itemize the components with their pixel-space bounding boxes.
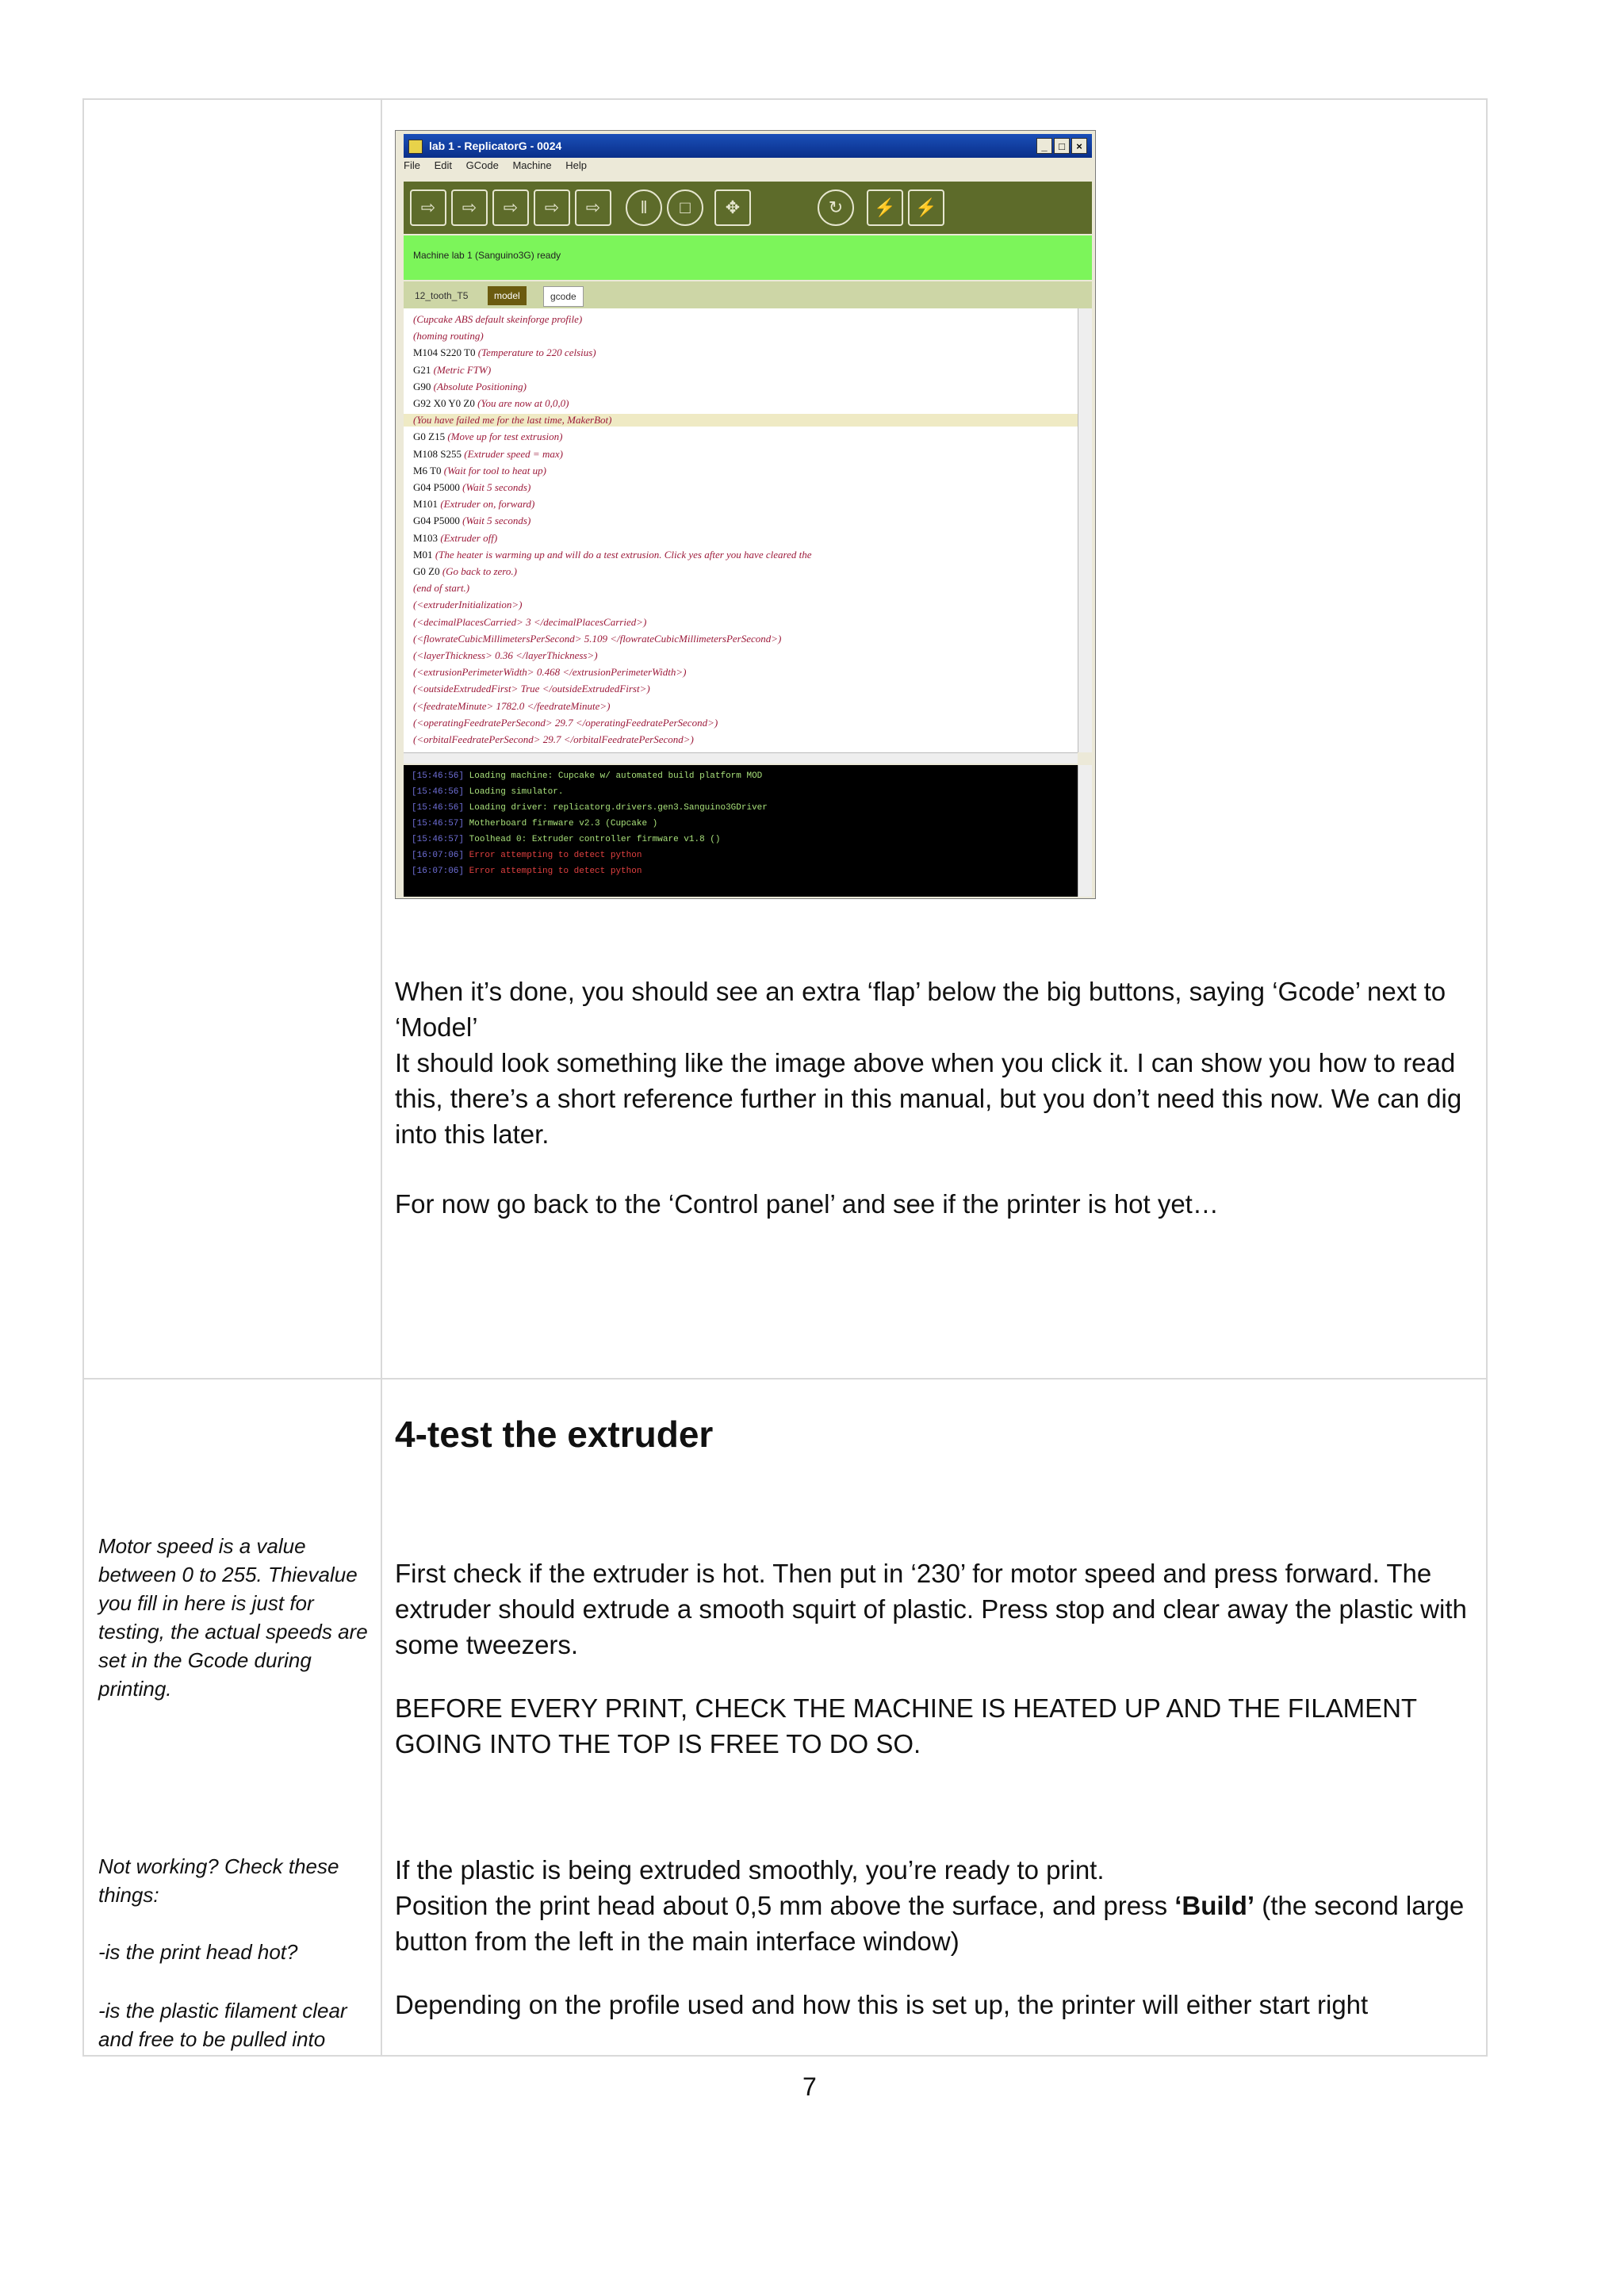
- gcode-comment: (Absolute Positioning): [433, 380, 527, 392]
- paragraph-read-gcode: It should look something like the image above when you click it. I can show you how to read this, there’s a short reference further in this manual, but you don’t need this now. We can dig into this later.: [395, 1048, 1462, 1149]
- paragraph-build-instructions: [395, 1888, 1481, 1959]
- gcode-comment: (Extruder off): [440, 531, 498, 544]
- gcode-line: [413, 582, 469, 595]
- gcode-line: [413, 616, 646, 629]
- console-scrollbar: [1078, 765, 1092, 897]
- gcode-line: [413, 397, 569, 410]
- gcode-command: M01: [413, 548, 435, 561]
- console-line: [412, 771, 762, 781]
- gcode-command: G92 X0 Y0 Z0: [413, 397, 478, 409]
- control-panel-icon: ✥: [714, 189, 751, 226]
- console-message: Error attempting to detect python: [469, 851, 642, 860]
- console-timestamp: [15:46:57]: [412, 819, 469, 828]
- menu-gcode: GCode: [465, 159, 499, 171]
- minimize-button: _: [1036, 138, 1052, 154]
- build-text-end: (the second large button from the left in the main interface window): [395, 1891, 1465, 1956]
- console-output: [404, 765, 1078, 897]
- gcode-comment: (Wait for tool to heat up): [443, 464, 546, 476]
- gcode-line: [413, 346, 596, 359]
- gcode-command: G04 P5000: [413, 481, 463, 493]
- row-divider: [84, 1378, 1486, 1380]
- console-timestamp: [15:46:57]: [412, 835, 469, 844]
- margin-note-title: Not working? Check these things:: [98, 1854, 339, 1907]
- gcode-comment: (Temperature to 220 celsius): [477, 346, 596, 359]
- console-message: Loading simulator.: [469, 787, 564, 797]
- console-message: Motherboard firmware v2.3 (Cupcake ): [469, 819, 658, 828]
- gcode-command: G90: [413, 380, 434, 392]
- paragraph-gcode-flap: When it’s done, you should see an extra ‘flap’ below the big buttons, saying ‘Gcode’ next to ‘Model’: [395, 977, 1446, 1042]
- gcode-line: [413, 717, 718, 729]
- reset-icon: ↻: [818, 189, 854, 226]
- gcode-command: M108 S255: [413, 447, 465, 460]
- connect-icon: ⚡: [908, 189, 944, 226]
- paragraph-check-extruder: First check if the extruder is hot. Then put in ‘230’ for motor speed and press forward. The extruder should extrude a smooth squirt of plastic. Press stop and clear away the plastic with some tweezers.: [395, 1559, 1467, 1659]
- maximize-button: □: [1054, 138, 1070, 154]
- editor-horizontal-scrollbar: [404, 752, 1078, 763]
- console-timestamp: [15:46:56]: [412, 787, 469, 797]
- console-message: Loading driver: replicatorg.drivers.gen3.Sanguino3GDriver: [469, 803, 768, 813]
- gcode-comment: (Move up for test extrusion): [447, 430, 563, 443]
- gcode-comment: (<outsideExtrudedFirst> True </outsideExtrudedFirst>): [413, 683, 650, 695]
- console-message: Loading machine: Cupcake w/ automated build platform MOD: [469, 771, 763, 781]
- console-line: [412, 803, 768, 813]
- file-tab: 12_tooth_T5: [415, 290, 469, 301]
- gcode-line: [413, 649, 598, 662]
- gcode-comment: (Wait 5 seconds): [462, 481, 531, 493]
- close-button: ×: [1071, 138, 1087, 154]
- gcode-comment: (<feedrateMinute> 1782.0 </feedrateMinute>): [413, 699, 611, 712]
- window-title: lab 1 - ReplicatorG - 0024: [429, 140, 562, 152]
- build-icon: ⇨: [451, 189, 488, 226]
- gcode-comment: (<flowrateCubicMillimetersPerSecond> 5.109 </flowrateCubicMillimetersPerSecond>): [413, 632, 782, 645]
- console-line: [412, 835, 720, 844]
- gcode-line: [413, 666, 687, 679]
- gcode-comment: (Metric FTW): [433, 363, 492, 376]
- gcode-comment: (homing routing): [413, 330, 484, 342]
- gcode-line: [413, 430, 562, 443]
- paragraph-profile: Depending on the profile used and how this is set up, the printer will either start right: [395, 1990, 1369, 2019]
- editor-scrollbar: [1078, 308, 1092, 752]
- gcode-line: [413, 733, 694, 746]
- pause-icon: ‖: [626, 189, 662, 226]
- console-timestamp: [15:46:56]: [412, 771, 469, 781]
- gcode-line: [404, 414, 1078, 427]
- console-timestamp: [16:07:06]: [412, 851, 469, 860]
- paragraph-control-panel: For now go back to the ‘Control panel’ and see if the printer is hot yet…: [395, 1189, 1219, 1219]
- console-message: Error attempting to detect python: [469, 867, 642, 876]
- tab-gcode: gcode: [543, 286, 584, 307]
- gcode-line: [413, 599, 522, 611]
- margin-note-item-2: -is the plastic filament clear and free to be pulled into: [98, 1999, 347, 2051]
- window-titlebar: [404, 134, 1092, 158]
- gcode-line: [413, 448, 563, 461]
- gcode-line: [413, 700, 610, 713]
- disconnect-icon: ⚡: [867, 189, 903, 226]
- console-timestamp: [15:46:56]: [412, 803, 469, 813]
- stop-icon: □: [667, 189, 703, 226]
- gcode-comment: (<extruderInitialization>): [413, 599, 523, 611]
- menu-bar: [404, 159, 598, 177]
- gcode-line: [413, 515, 530, 527]
- console-message: Toolhead 0: Extruder controller firmware v1.8 (): [469, 835, 721, 844]
- toolbar: [404, 182, 1092, 234]
- gcode-line: [413, 364, 491, 377]
- simulate-icon: ⇨: [410, 189, 446, 226]
- status-bar: [404, 235, 1092, 280]
- status-text: Machine lab 1 (Sanguino3G) ready: [413, 250, 561, 261]
- app-icon: [408, 140, 423, 154]
- menu-machine: Machine: [512, 159, 552, 171]
- gcode-command: M103: [413, 531, 441, 544]
- gcode-line: [413, 498, 534, 511]
- gcode-line: [413, 565, 517, 578]
- gcode-line: [413, 481, 530, 494]
- build-to-file-icon: ⇨: [492, 189, 529, 226]
- gcode-comment: (<decimalPlacesCarried> 3 </decimalPlacesCarried>): [413, 615, 647, 628]
- gcode-editor: [404, 308, 1078, 752]
- column-divider: [381, 100, 382, 2055]
- section-heading: 4-test the extruder: [395, 1414, 714, 1455]
- gcode-command: G0 Z0: [413, 565, 442, 577]
- playback-icon: ⇨: [575, 189, 611, 226]
- gcode-comment: (You are now at 0,0,0): [477, 397, 569, 409]
- build-text-start: Position the print head about 0,5 mm above the surface, and press: [395, 1891, 1175, 1920]
- gcode-comment: (Wait 5 seconds): [462, 515, 531, 527]
- gcode-command: M101: [413, 498, 441, 511]
- gcode-command: M6 T0: [413, 464, 444, 476]
- gcode-comment: (<extrusionPerimeterWidth> 0.468 </extrusionPerimeterWidth>): [413, 666, 687, 679]
- gcode-command: G04 P5000: [413, 515, 463, 527]
- paragraph-ready-to-print: If the plastic is being extruded smoothly, you’re ready to print.: [395, 1855, 1105, 1885]
- tabs-row: [404, 281, 1092, 308]
- gcode-line: [413, 381, 527, 393]
- console-line: [412, 819, 657, 828]
- gcode-comment: (The heater is warming up and will do a test extrusion. Click yes after you have cleared the: [435, 548, 812, 561]
- gcode-comment: (Cupcake ABS default skeinforge profile): [413, 313, 583, 325]
- gcode-line: [413, 633, 781, 645]
- build-label: ‘Build’: [1174, 1891, 1255, 1920]
- gcode-command: G21: [413, 363, 434, 376]
- gcode-comment: (Extruder on, forward): [440, 498, 535, 511]
- margin-note-motor-speed: Motor speed is a value between 0 to 255. Thievalue you fill in here is just for testing, the actual speeds are set in the Gcode during printing.: [98, 1534, 368, 1701]
- gcode-line: [413, 465, 546, 477]
- gcode-comment: (end of start.): [413, 582, 470, 595]
- tab-model: model: [488, 286, 527, 305]
- gcode-line: [413, 532, 497, 545]
- console-line: [412, 787, 563, 797]
- page-number: 7: [802, 2072, 817, 2101]
- gcode-comment: (<layerThickness> 0.36 </layerThickness>): [413, 649, 598, 661]
- menu-file: File: [404, 159, 420, 171]
- gcode-line: [413, 549, 811, 561]
- gcode-command: M104 S220 T0: [413, 346, 478, 359]
- console-timestamp: [16:07:06]: [412, 867, 469, 876]
- gcode-comment: (You have failed me for the last time, MakerBot): [413, 414, 612, 427]
- gcode-line: [413, 313, 582, 326]
- menu-help: Help: [565, 159, 587, 171]
- replicatorg-screenshot: [395, 130, 1096, 899]
- gcode-command: G0 Z15: [413, 430, 448, 443]
- menu-edit: Edit: [434, 159, 452, 171]
- paragraph-warning: BEFORE EVERY PRINT, CHECK THE MACHINE IS HEATED UP AND THE FILAMENT GOING INTO THE TOP IS FREE TO DO SO.: [395, 1693, 1417, 1758]
- gcode-comment: (Extruder speed = max): [464, 447, 563, 460]
- upload-icon: ⇨: [534, 189, 570, 226]
- gcode-comment: (<operatingFeedratePerSecond> 29.7 </operatingFeedratePerSecond>): [413, 716, 718, 729]
- console-line: [412, 851, 642, 860]
- gcode-comment: (<orbitalFeedratePerSecond> 29.7 </orbitalFeedratePerSecond>): [413, 733, 694, 745]
- gcode-comment: (Go back to zero.): [442, 565, 517, 577]
- margin-note-item-1: -is the print head hot?: [98, 1940, 298, 1964]
- gcode-line: [413, 330, 484, 342]
- console-line: [412, 867, 642, 876]
- gcode-line: [413, 683, 650, 695]
